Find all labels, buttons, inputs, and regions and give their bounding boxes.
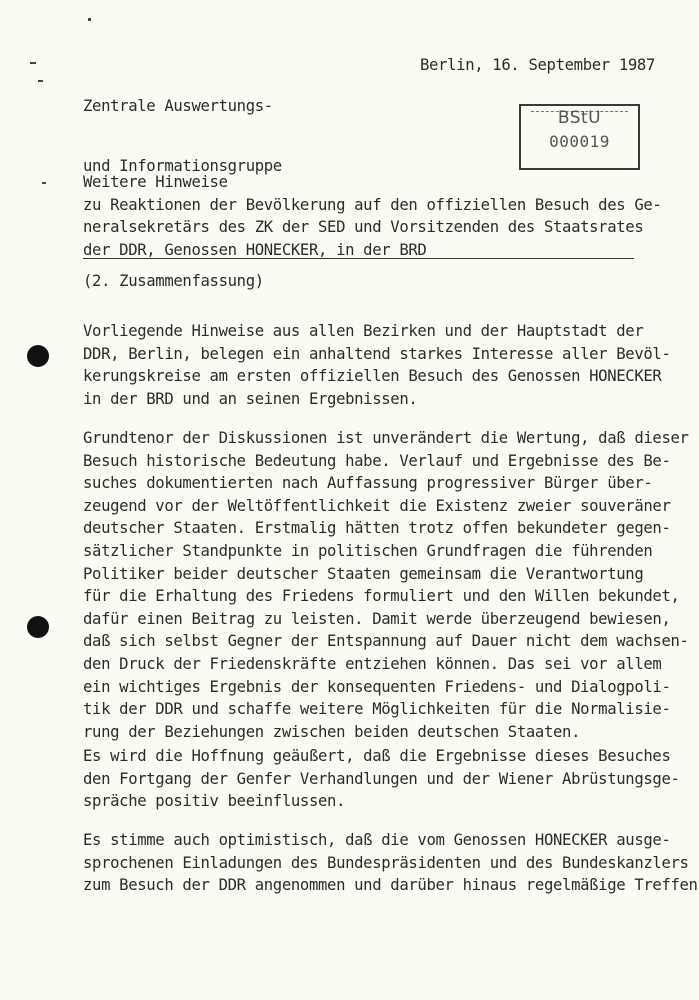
margin-mark: [88, 18, 91, 21]
subject-line: zu Reaktionen der Bevölkerung auf den offiziellen Besuch des Ge-: [83, 195, 662, 214]
text-line: deutscher Staaten. Erstmalig hätten trotz offen bekundeter gegen-: [83, 519, 671, 538]
punch-hole: [27, 345, 49, 367]
text-line: suches dokumentierten nach Auffassung progressiver Bürger über-: [83, 474, 653, 493]
text-line: zum Besuch der DDR angenommen und darüber hinaus regelmäßige Treffen: [83, 876, 698, 895]
text-line: Grundtenor der Diskussionen ist unverändert die Wertung, daß dieser: [83, 429, 689, 447]
subject-line: neralsekretärs des ZK der SED und Vorsitzenden des Staatsrates: [83, 218, 644, 237]
text-line: Vorliegende Hinweise aus allen Bezirken und der Hauptstadt der: [83, 322, 644, 340]
margin-mark: [38, 80, 43, 82]
text-line: ein wichtiges Ergebnis der konsequenten Friedens- und Dialogpoli-: [83, 677, 671, 696]
subject-line: Weitere Hinweise: [83, 173, 228, 191]
subject-block: [83, 171, 661, 261]
text-line: für die Erhaltung des Friedens formuliert und den Willen bekundet,: [83, 587, 680, 606]
text-line: den Druck der Friedenskräfte entziehen können. Das sei vor allem: [83, 654, 662, 673]
text-line: zeugend vor der Weltöffentlichkeit die Existenz zweier souveräner: [83, 496, 671, 515]
text-line: kerungskreise am ersten offiziellen Besuch des Genossen HONECKER: [83, 367, 662, 386]
text-line: den Fortgang der Genfer Verhandlungen und der Wiener Abrüstungsge-: [83, 769, 680, 788]
text-line: Es stimme auch optimistisch, daß die vom Genossen HONECKER ausge-: [83, 831, 671, 849]
text-line: DDR, Berlin, belegen ein anhaltend starkes Interesse aller Bevöl-: [83, 344, 671, 363]
text-line: Besuch historische Bedeutung habe. Verlauf und Ergebnisse des Be-: [83, 451, 671, 470]
text-line: sprochenen Einladungen des Bundespräsidenten und des Bundeskanzlers: [83, 853, 689, 872]
text-line: in der BRD und an seinen Ergebnissen.: [83, 389, 418, 408]
sender-line: Zentrale Auswertungs-: [83, 97, 273, 115]
summary-note: [83, 270, 264, 293]
paragraph-1: [83, 320, 671, 410]
paragraph-2: [83, 427, 689, 743]
margin-mark: [30, 62, 36, 64]
text-line: tik der DDR und schaffe weitere Möglichkeiten für die Normalisie-: [83, 700, 671, 719]
text-line: Politiker beider deutscher Staaten gemeinsam die Verantwortung: [83, 564, 644, 583]
text-line: sätzlicher Standpunkte in politischen Grundfragen die führenden: [83, 541, 653, 560]
punch-hole: [27, 616, 49, 638]
paragraph-4: [83, 829, 698, 897]
text-line: spräche positiv beeinflussen.: [83, 792, 346, 811]
sender-line: und Informationsgruppe: [83, 157, 282, 175]
margin-mark: [42, 182, 46, 184]
subject-line: der DDR, Genossen HONECKER, in der BRD: [83, 240, 427, 259]
text-line: daß sich selbst Gegner der Entspannung auf Dauer nicht dem wachsen-: [83, 632, 689, 651]
text-line: dafür einen Beitrag zu leisten. Damit werde überzeugend bewiesen,: [83, 609, 671, 628]
archive-stamp: [519, 104, 640, 170]
paragraph-3: [83, 745, 680, 813]
text-line: rung der Beziehungen zwischen beiden deutschen Staaten.: [83, 722, 581, 741]
text-line: Es wird die Hoffnung geäußert, daß die Ergebnisse dieses Besuches: [83, 747, 671, 765]
stamp-title: BStU: [557, 108, 602, 128]
stamp-number: 000019: [549, 132, 610, 151]
subject-underline: [83, 258, 634, 259]
summary-note-text: (2. Zusammenfassung): [83, 272, 264, 290]
place-date: Berlin, 16. September 1987: [420, 56, 655, 74]
